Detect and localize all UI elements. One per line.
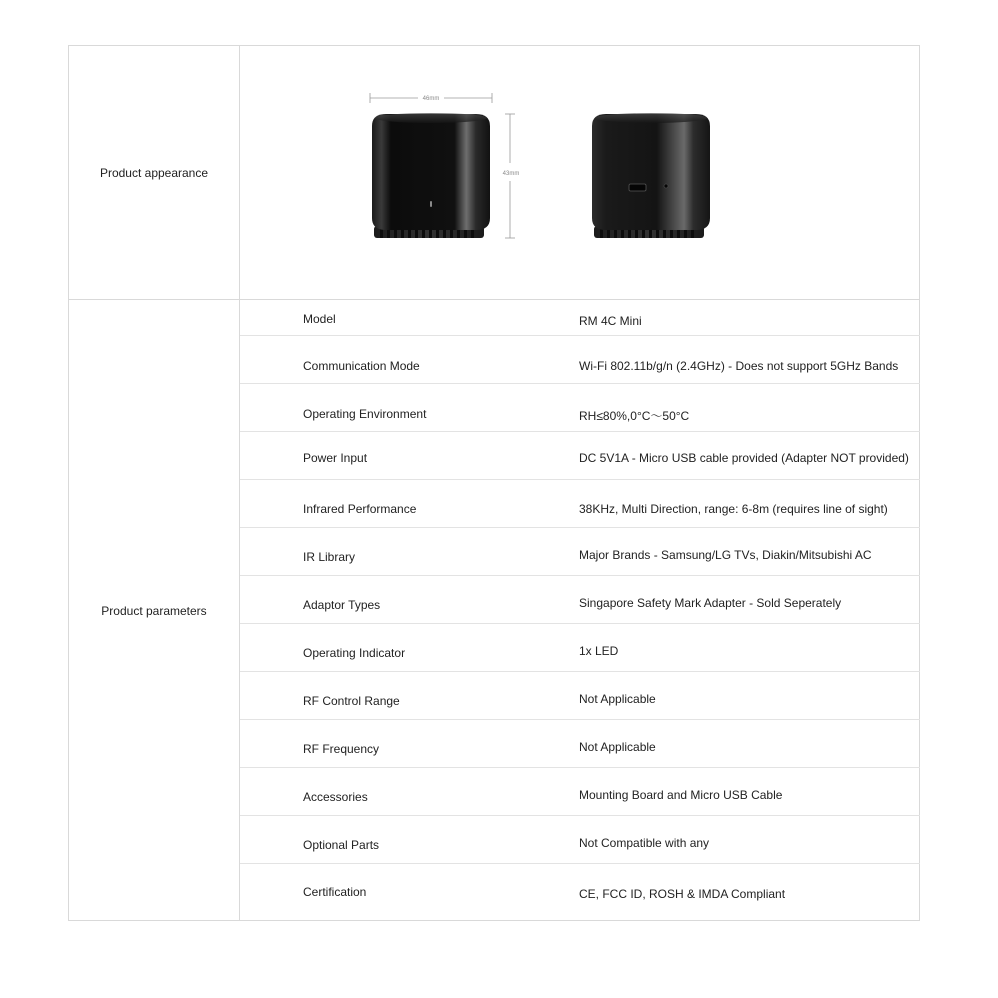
product-appearance-area (240, 46, 920, 299)
appearance-section-label: Product appearance (99, 166, 209, 180)
spec-table (68, 45, 920, 921)
param-row-operating-environment (240, 384, 920, 432)
param-key: Power Input (303, 451, 368, 465)
product-images (240, 46, 920, 299)
param-row-adaptor-types (240, 576, 920, 624)
param-value: RH≤80%,0°C～50°C (579, 409, 690, 423)
param-value: RM 4C Mini (579, 314, 642, 328)
device-front-image (372, 113, 490, 238)
param-key: RF Control Range (303, 694, 400, 708)
param-value: 38KHz, Multi Direction, range: 6-8m (requires line of sight) (579, 502, 888, 516)
param-value: Major Brands - Samsung/LG TVs, Diakin/Mitsubishi AC (579, 548, 872, 562)
param-row-power-input (240, 432, 920, 480)
param-value: Singapore Safety Mark Adapter - Sold Seperately (579, 596, 842, 610)
param-key: Infrared Performance (303, 502, 417, 516)
param-key: RF Frequency (303, 742, 380, 756)
width-dimension-label: 46mm (422, 96, 440, 102)
param-value: Mounting Board and Micro USB Cable (579, 788, 783, 802)
param-value: Wi-Fi 802.11b/g/n (2.4GHz) - Does not support 5GHz Bands (579, 359, 899, 373)
param-row-communication-mode (240, 336, 920, 384)
param-value: CE, FCC ID, ROSH & IMDA Compliant (579, 887, 786, 901)
device-back-image (592, 113, 710, 238)
param-key: Certification (303, 885, 367, 899)
param-key: Accessories (303, 790, 368, 804)
param-value: DC 5V1A - Micro USB cable provided (Adapter NOT provided) (579, 451, 909, 465)
param-row-rf-control-range (240, 672, 920, 720)
param-key: Optional Parts (303, 838, 380, 852)
param-key: IR Library (303, 550, 356, 564)
param-row-operating-indicator (240, 624, 920, 672)
param-row-model (240, 300, 920, 336)
param-row-infrared-performance (240, 480, 920, 528)
param-key: Operating Environment (303, 407, 427, 421)
parameters-list (240, 300, 920, 921)
reset-hole (664, 184, 668, 188)
parameters-section-label: Product parameters (101, 604, 207, 618)
param-row-ir-library (240, 528, 920, 576)
param-key: Model (303, 312, 336, 326)
micro-usb-port (629, 184, 646, 191)
param-key: Communication Mode (303, 359, 420, 373)
param-value: Not Compatible with any (579, 836, 710, 850)
param-key: Adaptor Types (303, 598, 381, 612)
param-value: Not Applicable (579, 692, 656, 706)
param-row-rf-frequency (240, 720, 920, 768)
param-value: 1x LED (579, 644, 619, 658)
param-row-optional-parts (240, 816, 920, 864)
led-indicator (430, 201, 432, 207)
param-value: Not Applicable (579, 740, 656, 754)
param-row-accessories (240, 768, 920, 816)
param-key: Operating Indicator (303, 646, 406, 660)
height-dimension-label: 43mm (502, 171, 520, 177)
param-row-certification (240, 864, 920, 921)
